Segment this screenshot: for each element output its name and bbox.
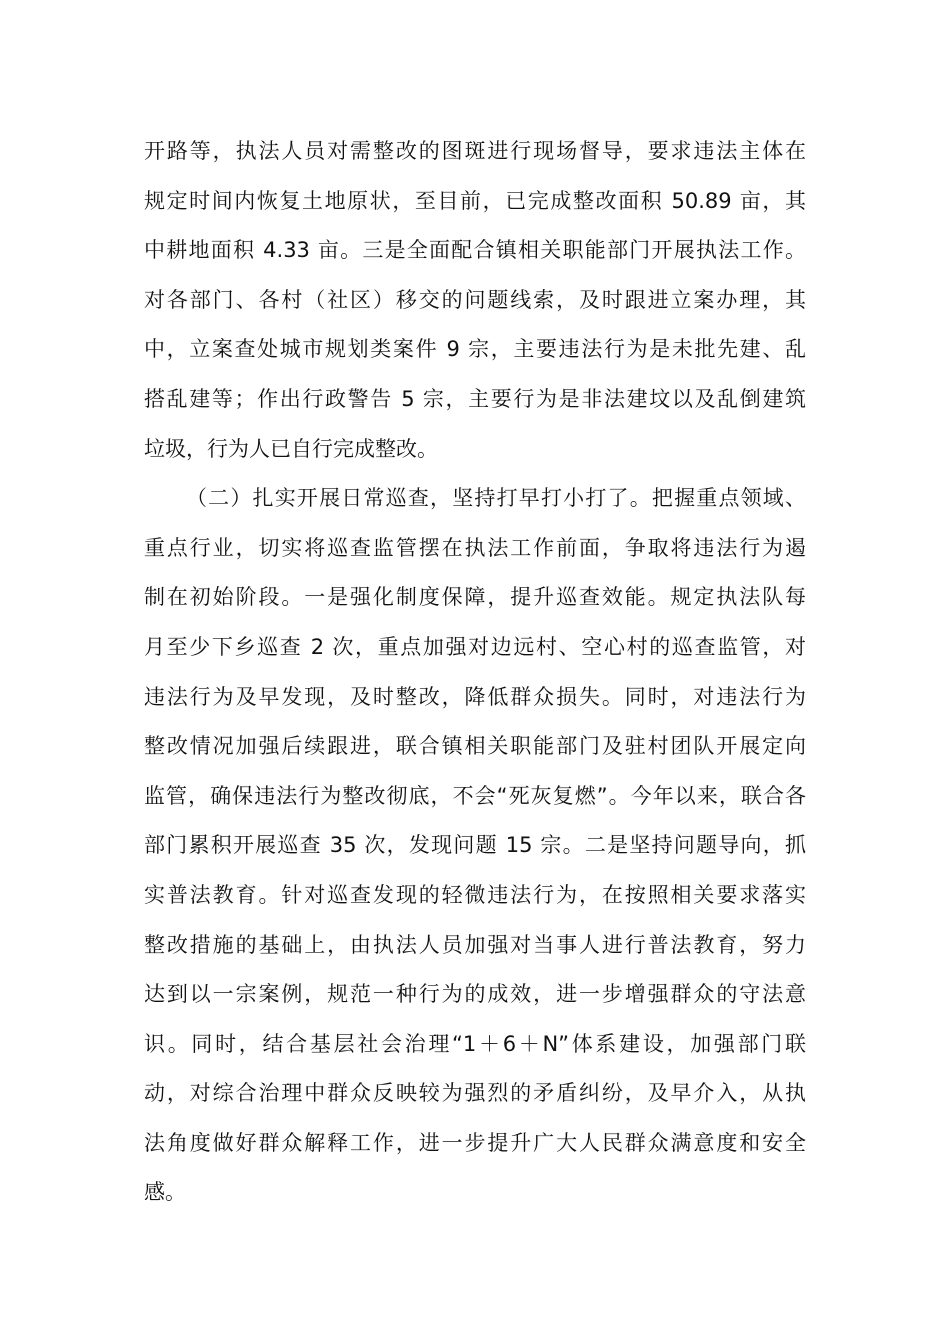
text-line: 整改措施的基础上，由执法人员加强对当事人进行普法教育，努力 <box>144 932 806 957</box>
text-line: 部门累积开展巡查 35 次，发现问题 15 宗。二是坚持问题导向，抓 <box>144 833 806 858</box>
text-line: 对各部门、各村（社区）移交的问题线索，及时跟进立案办理，其 <box>144 287 806 312</box>
text-line: 监管，确保违法行为整改彻底，不会“死灰复燃”。今年以来，联合各 <box>144 783 806 808</box>
paragraph-1 <box>144 127 806 474</box>
text-line: 感。 <box>144 1180 186 1205</box>
text-line: 制在初始阶段。一是强化制度保障，提升巡查效能。规定执法队每 <box>144 585 806 610</box>
text-line: 违法行为及早发现，及时整改，降低群众损失。同时，对违法行为 <box>144 684 806 709</box>
text-line: 垃圾，行为人已自行完成整改。 <box>144 436 438 461</box>
text-line: 中，立案查处城市规划类案件 9 宗，主要违法行为是未批先建、乱 <box>144 337 806 362</box>
text-line: 搭乱建等；作出行政警告 5 宗，主要行为是非法建坟以及乱倒建筑 <box>144 386 806 411</box>
text-line: 开路等，执法人员对需整改的图斑进行现场督导，要求违法主体在 <box>144 139 806 163</box>
text-line: 识。同时，结合基层社会治理“1＋6＋N”体系建设，加强部门联 <box>144 1031 806 1056</box>
paragraph-2 <box>144 474 806 1218</box>
text-line: 达到以一宗案例，规范一种行为的成效，进一步增强群众的守法意 <box>144 982 806 1007</box>
text-line: 实普法教育。针对巡查发现的轻微违法行为，在按照相关要求落实 <box>144 882 806 907</box>
text-line: 法角度做好群众解释工作，进一步提升广大人民群众满意度和安全 <box>144 1130 806 1155</box>
text-line: 动，对综合治理中群众反映较为强烈的矛盾纠纷，及早介入，从执 <box>144 1081 806 1106</box>
section-heading-line: （二）扎实开展日常巡查，坚持打早打小打了。把握重点领域、 <box>186 486 806 511</box>
text-line: 月至少下乡巡查 2 次，重点加强对边远村、空心村的巡查监管，对 <box>144 634 806 659</box>
text-line: 整改情况加强后续跟进，联合镇相关职能部门及驻村团队开展定向 <box>144 734 806 759</box>
text-line: 中耕地面积 4.33 亩。三是全面配合镇相关职能部门开展执法工作。 <box>144 238 806 263</box>
text-line: 重点行业，切实将巡查监管摆在执法工作前面，争取将违法行为遏 <box>144 535 806 560</box>
document-body <box>144 127 806 1218</box>
text-line: 规定时间内恢复土地原状，至目前，已完成整改面积 50.89 亩，其 <box>144 188 806 213</box>
